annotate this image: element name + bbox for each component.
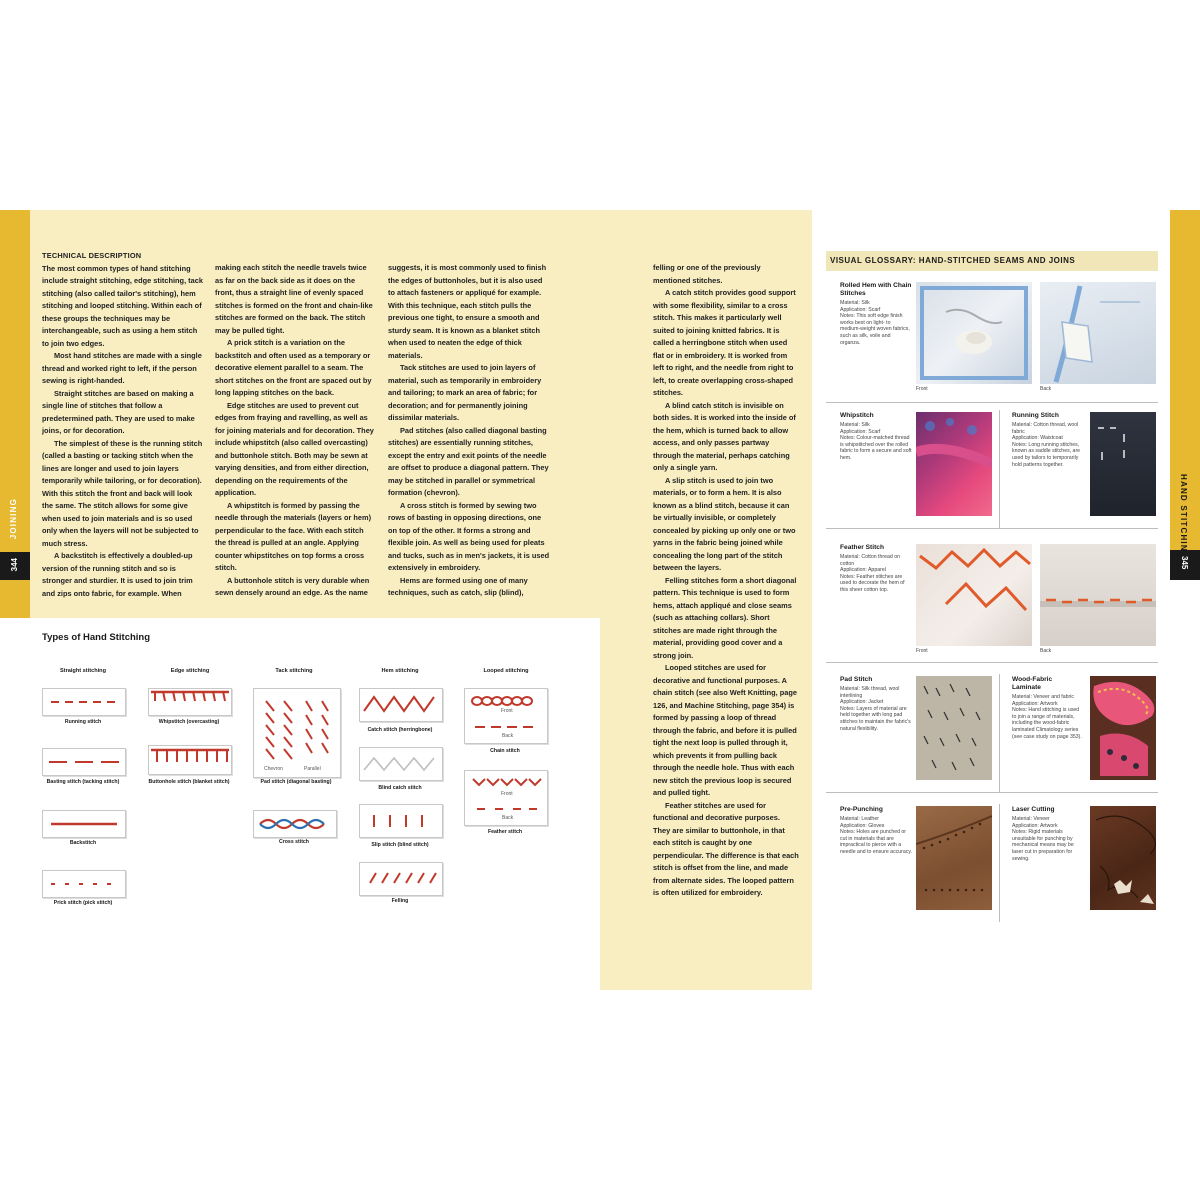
glossary-entry-whipstitch — [840, 412, 912, 462]
feather-stitch-back-photo — [1040, 544, 1156, 646]
glossary-entry-pad-stitch — [840, 676, 912, 732]
rolled-hem-front-photo — [916, 282, 1032, 384]
paragraph: A backstitch is effectively a doubled-up version of the running stitch and so is stronger and sturdier. It is used to join trim and zips onto fabric, for example. When — [42, 551, 193, 598]
paragraph: The simplest of these is the running stitch (called a basting or tacking stitch when the lines are longer and used to join layers temporarily while tailoring, or for decoration). With this stitch the front and back will look the same. The stitch allows for some give when used to join materials and is so used only when the layers will not be subjected to much stress. — [42, 438, 203, 548]
slip-stitch-swatch — [359, 804, 443, 838]
paragraph: A blind catch stitch is invisible on both sides. It is worked into the inside of the hem, which is turned back to allow access, and only passes partway through the material, perhaps catching only a single yarn. — [653, 400, 796, 472]
glossary-entry-rolled-hem — [840, 282, 912, 346]
paragraph: Feather stitches are used for functional and decorative purposes. They are similar to buttonhole, in that each stitch is caught by one perpendicular. The difference is that each stitch is offset from the line, and made from alternate sides. The looped pattern is often utilized for embroidery. — [653, 800, 799, 897]
prick-stitch-caption: Prick stitch (pick stitch) — [53, 900, 113, 906]
paragraph: A catch stitch provides good support with some flexibility, similar to a cross stitch. This makes it particularly well suited to joining knitted fabrics. It is called a herringbone stitch when used flat or in embroidery. It is worked from left to right, and the needle from right to left, to create overlapping cross-shaped stitches. — [653, 288, 796, 397]
glossary-entry-running-stitch — [1012, 412, 1082, 468]
glossary-divider — [826, 662, 1158, 663]
running-stitch-swatch — [42, 688, 126, 716]
entry-title: Pre-Punching — [840, 806, 883, 813]
paragraph: Straight stitches are based on making a single line of stitches that follow a predetermined path. They are used to make joins, or for decoration. — [42, 388, 195, 435]
paragraph: Pad stitches (also called diagonal basting stitches) are essentially running stitches, except the entry and exit points of the needle are offset to produce a diagonal pattern. They may be stitched in parallel or symmetrical formation (chevron). — [388, 425, 549, 497]
pad-chevron-label: Chevron — [264, 766, 283, 772]
feather-back-label: Back — [502, 815, 514, 821]
rolled-hem-back-caption: Back — [1040, 386, 1052, 392]
glossary-divider — [999, 410, 1000, 528]
slip-stitch-caption: Slip stitch (blind stitch) — [371, 842, 429, 848]
paragraph: A cross stitch is formed by sewing two rows of basting in opposing directions, one on top of the other. It forms a strong and flexible join. As well as being used for pleats and tucks, such as in men's jackets, it is used extensively in embroidery. — [388, 500, 550, 572]
paragraph: Most hand stitches are made with a single thread and worked right to left, if the person sewing is right-handed. — [42, 351, 202, 385]
backstitch-caption: Backstitch — [69, 840, 97, 846]
pad-parallel-label: Parallel — [304, 766, 321, 772]
wood-fabric-laminate-photo — [1090, 676, 1156, 780]
right-folio: 345 — [1180, 556, 1189, 570]
chain-stitch-caption: Chain stitch — [490, 748, 520, 754]
chain-stitch-swatch — [464, 688, 548, 744]
paragraph: felling or one of the previously mentioned stitches. — [653, 263, 761, 285]
text-column-4 — [653, 262, 799, 900]
diagram-title: Types of Hand Stitching — [42, 632, 151, 643]
glossary-entry-pre-punching — [840, 806, 912, 856]
entry-title: Feather Stitch — [840, 544, 884, 551]
paragraph: A prick stitch is a variation on the backstitch and often used as a temporary or decorative element parallel to a seam. The short stitches on the front are spaced out by long lapping stitches on the back. — [215, 338, 372, 397]
technical-description-heading: TECHNICAL DESCRIPTION — [42, 251, 142, 260]
blind-catch-stitch-swatch — [359, 747, 443, 781]
basting-stitch-swatch — [42, 748, 126, 776]
paragraph: Edge stitches are used to prevent cut edges from fraying and ravelling, as well as for joining materials and for decoration. They include whipstitch (also called overcasting) and buttonhole stitch. Both may be sewn at varying densities, and from either direction, depending on the requirements of the application. — [215, 400, 374, 497]
feather-stitch-swatch — [464, 770, 548, 826]
text-column-1 — [42, 250, 204, 600]
entry-title: Running Stitch — [1012, 412, 1059, 419]
whipstitch-swatch — [148, 688, 232, 716]
group-heading-straight: Straight stitching — [60, 668, 106, 674]
glossary-divider — [826, 402, 1158, 403]
prick-stitch-swatch — [42, 870, 126, 898]
entry-notes: Material: Veneer and fabric Application: Artwork Notes: Hand stitching is used to join a range of materials, including the wood-fabric laminated Climatology series (see case study on page 353). — [1012, 694, 1082, 740]
entry-notes: Material: Veneer Application: Artwork Notes: Rigid materials unsuitable for punching by mechanical means may be laser cut in preparation for sewing. — [1012, 816, 1074, 862]
rolled-hem-front-caption: Front — [916, 386, 928, 392]
entry-title: Wood-Fabric Laminate — [1012, 676, 1053, 691]
left-section-label: JOINING — [9, 498, 18, 540]
entry-notes: Material: Cotton thread, wool fabric Application: Waistcoat Notes: Long running stitches, known as saddle stitches, are used by tailors to temporarily hold patterns together. — [1012, 422, 1081, 468]
feather-stitch-back-caption: Back — [1040, 648, 1052, 654]
running-stitch-photo — [1090, 412, 1156, 516]
whipstitch-caption: Whipstitch (overcasting) — [158, 719, 220, 725]
feather-stitch-front-caption: Front — [916, 648, 928, 654]
backstitch-swatch — [42, 810, 126, 838]
feather-front-label: Front — [501, 791, 513, 797]
basting-stitch-caption: Basting stitch (tacking stitch) — [46, 779, 120, 785]
entry-notes: Material: Leather Application: Gloves Notes: Holes are punched or cut in materials that are impractical to pierce with a needle and to ensure accuracy. — [840, 816, 912, 855]
glossary-entry-wood-fabric-laminate — [1012, 676, 1082, 740]
chain-front-label: Front — [501, 708, 513, 714]
paragraph: suggests, it is most commonly used to finish the edges of buttonholes, but it is also used to attach fasteners or appliqué for example. With this technique, each stitch pulls the previous one tight, to ensure a smooth and sturdy seam. It is known as a blanket stitch when used to neaten the edge of thick materials. — [388, 263, 547, 360]
entry-title: Whipstitch — [840, 412, 874, 419]
left-folio: 344 — [10, 558, 19, 572]
group-heading-edge: Edge stitching — [170, 668, 210, 674]
right-section-label: HAND STITCHING — [1179, 474, 1188, 560]
running-stitch-caption: Running stitch — [64, 719, 102, 725]
cross-stitch-caption: Cross stitch — [279, 839, 309, 845]
catch-stitch-caption: Catch stitch (herringbone) — [367, 727, 433, 733]
paragraph: making each stitch the needle travels twice as far on the back side as it does on the front, thus a straight line of evenly spaced stitches is formed on the front and chain-like stitches are formed on the back. The stitch may be pulled tight. — [215, 263, 373, 335]
text-column-3 — [388, 262, 550, 600]
chain-back-label: Back — [502, 733, 514, 739]
text-column-2 — [215, 262, 375, 600]
group-heading-looped: Looped stitching — [483, 668, 529, 674]
paragraph: Looped stitches are used for decorative and functional purposes. A chain stitch (see also Weft Knitting, page 126, and Machine Stitching, page 354) is formed by passing a loop of thread through the fabric, and before it is pulled tight the next loop is pulled through it, which prevents it from pulling back through the needle hole. Thus with each new stitch the previous loop is secured and pulled tight. — [653, 663, 798, 797]
entry-title: Rolled Hem with Chain Stitches — [840, 282, 912, 297]
feather-stitch-front-photo — [916, 544, 1032, 646]
pad-stitch-caption: Pad stitch (diagonal basting) — [260, 779, 332, 785]
group-heading-tack: Tack stitching — [275, 668, 313, 674]
entry-notes: Material: Silk Application: Scarf Notes: This soft edge finish works best on light- to medium-weight woven fabrics, such as silk, voile and organza. — [840, 300, 910, 346]
pad-stitch-photo — [916, 676, 992, 780]
glossary-entry-laser-cutting — [1012, 806, 1082, 862]
glossary-divider — [999, 804, 1000, 922]
entry-title: Pad Stitch — [840, 676, 873, 683]
paragraph: Felling stitches form a short diagonal pattern. This technique is used to form hems, attach appliqué and close seams (such as attaching collars). Short stitches are made right through the material, providing good cover and a strong join. — [653, 575, 797, 660]
buttonhole-stitch-caption: Buttonhole stitch (blanket stitch) — [148, 779, 230, 785]
entry-notes: Material: Silk thread, wool interlining Application: Jacket Notes: Layers of material are held together with long pad stitches to maintain the fabric's natural flexibility. — [840, 686, 911, 732]
entry-notes: Material: Cotton thread on cotton Application: Apparel Notes: Feather stitches are used to decorate the hem of this sheer cotton top. — [840, 554, 905, 593]
cross-stitch-swatch — [253, 810, 337, 838]
laser-cutting-photo — [1090, 806, 1156, 910]
felling-caption: Felling — [391, 898, 409, 904]
pre-punching-photo — [916, 806, 992, 910]
glossary-title: VISUAL GLOSSARY: HAND-STITCHED SEAMS AND JOINS — [826, 251, 1158, 271]
paragraph: A whipstitch is formed by passing the needle through the materials (layers or hem) perpendicular to the face. With each stitch the thread is pulled at an angle. Applying counter whipstitches on top forms a cross stitch. — [215, 500, 372, 572]
felling-swatch — [359, 862, 443, 896]
paragraph: A buttonhole stitch is very durable when sewn densely around an edge. As the name — [215, 575, 370, 597]
glossary-divider — [999, 674, 1000, 792]
group-heading-hem: Hem stitching — [381, 668, 419, 674]
catch-stitch-swatch — [359, 688, 443, 722]
paragraph: Tack stitches are used to join layers of material, such as temporarily in embroidery and tailoring; to mark an area of fabric; for decoration; and for permanently joining dissimilar materials. — [388, 363, 542, 422]
entry-title: Laser Cutting — [1012, 806, 1055, 813]
blind-catch-stitch-caption: Blind catch stitch — [378, 785, 422, 791]
buttonhole-stitch-swatch — [148, 745, 232, 775]
feather-stitch-caption: Feather stitch — [487, 829, 522, 835]
paragraph: Hems are formed using one of many techniques, such as catch, slip (blind), — [388, 575, 528, 597]
paragraph: A slip stitch is used to join two materials, or to form a hem. It is also known as a blind stitch, because it can be virtually invisible, or completely concealed by picking up only one or two yarns in the fabric being joined while concealing the long part of the stitch between the layers. — [653, 475, 796, 572]
entry-notes: Material: Silk Application: Scarf Notes: Colour-matched thread is whipstitched over the rolled fabric to form a secure and soft hem. — [840, 422, 912, 461]
rolled-hem-back-photo — [1040, 282, 1156, 384]
glossary-divider — [826, 792, 1158, 793]
pad-stitch-swatch — [253, 688, 341, 778]
glossary-entry-feather-stitch — [840, 544, 912, 594]
paragraph: The most common types of hand stitching include straight stitching, edge stitching, tack stitching (also called tailor's stitching), hem stitching and looped stitching. Within each of these groups the techniques may be interchangeable, such as using a hem stitch to join two edges. — [42, 263, 203, 348]
whipstitch-photo — [916, 412, 992, 516]
glossary-divider — [826, 528, 1158, 529]
